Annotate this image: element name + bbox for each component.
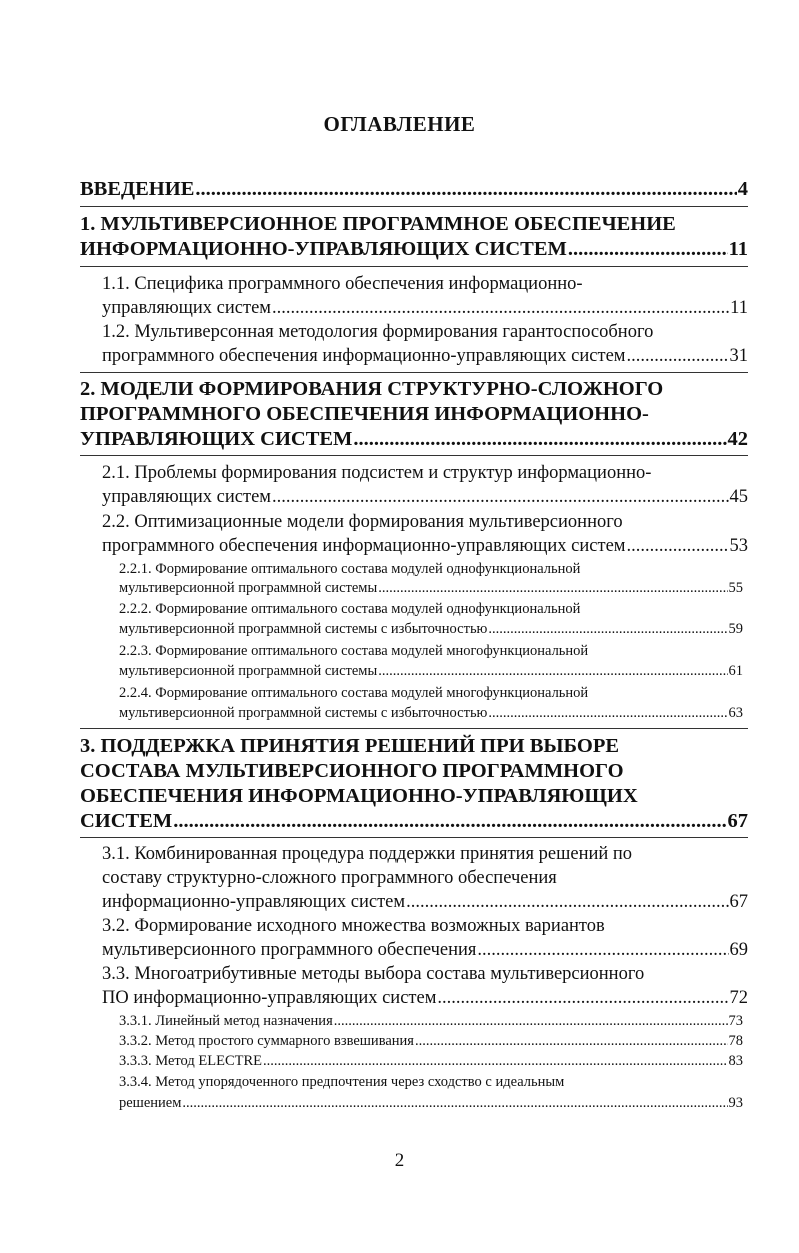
toc-section-2-1-line-1[interactable]: 2.1. Проблемы формирования подсистем и структур информационно- (102, 463, 652, 483)
toc-chapter-2-line-2[interactable]: ПРОГРАММНОГО ОБЕСПЕЧЕНИЯ ИНФОРМАЦИОННО- (80, 403, 649, 425)
toc-subsection-2-2-1-line-1[interactable]: 2.2.1. Формирование оптимального состава модулей однофункциональной (119, 561, 581, 577)
toc-section-3-2-line-1[interactable]: 3.2. Формирование исходного множества возможных вариантов (102, 916, 605, 936)
toc-page-number: 4 (737, 178, 748, 200)
toc-page-number: 69 (729, 940, 748, 960)
toc-entry-text: решением (119, 1095, 182, 1111)
toc-subsection-3-3-1[interactable] (119, 1013, 743, 1030)
toc-subsection-2-2-4[interactable] (119, 705, 743, 722)
toc-chapter-1[interactable] (80, 238, 748, 261)
dot-leader (627, 346, 729, 367)
dot-leader (488, 621, 727, 638)
toc-chapter-1-line-1[interactable]: 1. МУЛЬТИВЕРСИОННОЕ ПРОГРАММНОЕ ОБЕСПЕЧЕНИЕ (80, 213, 676, 235)
toc-section-2-1[interactable] (102, 487, 748, 508)
toc-subsection-2-2-2-line-1[interactable]: 2.2.2. Формирование оптимального состава модулей однофункциональной (119, 601, 581, 617)
dot-leader (353, 428, 726, 451)
toc-page-number: 59 (728, 621, 743, 637)
dot-leader (378, 663, 727, 680)
toc-entry-text: мультиверсионной программной системы с избыточностью (119, 621, 488, 637)
dot-leader (627, 536, 729, 557)
dot-leader (378, 580, 727, 597)
dot-leader (263, 1053, 728, 1070)
page-title: ОГЛАВЛЕНИЕ (323, 112, 476, 136)
toc-section-2-2-line-1[interactable]: 2.2. Оптимизационные модели формирования мультиверсионного (102, 512, 623, 532)
toc-entry-text: ВВЕДЕНИЕ (80, 178, 195, 200)
toc-entry-text: мультиверсионной программной системы (119, 663, 378, 679)
toc-subsection-2-2-3[interactable] (119, 663, 743, 680)
toc-page-number: 67 (727, 810, 748, 832)
toc-page-number: 11 (728, 238, 748, 260)
toc-entry-text: УПРАВЛЯЮЩИХ СИСТЕМ (80, 428, 353, 450)
dot-leader (195, 178, 736, 201)
toc-page-number: 63 (728, 705, 743, 721)
dot-leader (415, 1033, 728, 1050)
toc-page-number: 93 (728, 1095, 743, 1111)
toc-page-number: 83 (728, 1053, 743, 1069)
toc-chapter-3-line-3[interactable]: ОБЕСПЕЧЕНИЯ ИНФОРМАЦИОННО-УПРАВЛЯЮЩИХ (80, 785, 638, 807)
toc-subsection-2-2-2[interactable] (119, 621, 743, 638)
toc-chapter-3-line-2[interactable]: СОСТАВА МУЛЬТИВЕРСИОННОГО ПРОГРАММНОГО (80, 760, 624, 782)
dot-leader (334, 1013, 728, 1030)
dot-leader (406, 892, 728, 913)
toc-entry-text: 3.3.3. Метод ELECTRE (119, 1053, 262, 1069)
toc-chapter-2[interactable] (80, 428, 748, 451)
toc-subsection-3-3-4-line-1[interactable]: 3.3.4. Метод упорядоченного предпочтения через сходство с идеальным (119, 1074, 565, 1090)
toc-page-number: 11 (730, 298, 748, 318)
toc-section-1-2[interactable] (102, 346, 748, 367)
toc-page-number: 67 (729, 892, 748, 912)
toc-entry-text: ИНФОРМАЦИОННО-УПРАВЛЯЮЩИХ СИСТЕМ (80, 238, 567, 260)
divider (80, 455, 748, 456)
toc-subsection-2-2-1[interactable] (119, 580, 743, 597)
toc-page-number: 45 (729, 487, 748, 507)
toc-entry-text: программного обеспечения информационно-управляющих систем (102, 346, 626, 366)
toc-section-1-1-line-1[interactable]: 1.1. Специфика программного обеспечения информационно- (102, 274, 583, 294)
toc-page-number: 55 (728, 580, 743, 596)
toc-section-3-3[interactable] (102, 988, 748, 1009)
toc-entry-text: мультиверсионной программной системы с избыточностью (119, 705, 488, 721)
toc-chapter-3[interactable] (80, 810, 748, 833)
toc-section-1-2-line-1[interactable]: 1.2. Мультиверсонная методология формирования гарантоспособного (102, 322, 654, 342)
toc-entry-text: 3.3.2. Метод простого суммарного взвешивания (119, 1033, 414, 1049)
toc-subsection-3-3-4[interactable] (119, 1095, 743, 1112)
divider (80, 728, 748, 729)
divider (80, 206, 748, 207)
toc-entry-text: СИСТЕМ (80, 810, 173, 832)
divider (80, 837, 748, 838)
toc-subsection-2-2-3-line-1[interactable]: 2.2.3. Формирование оптимального состава модулей многофункциональной (119, 643, 589, 659)
dot-leader (488, 705, 727, 722)
toc-section-3-1-line-1[interactable]: 3.1. Комбинированная процедура поддержки принятия решений по (102, 844, 633, 864)
toc-section-3-2[interactable] (102, 940, 748, 961)
page-number: 2 (394, 1150, 405, 1171)
toc-section-1-1[interactable] (102, 298, 748, 319)
toc-entry-text: мультиверсионного программного обеспечения (102, 940, 477, 960)
toc-section-3-3-line-1[interactable]: 3.3. Многоатрибутивные методы выбора состава мультиверсионного (102, 964, 645, 984)
dot-leader (272, 487, 728, 508)
dot-leader (272, 298, 729, 319)
toc-entry-text: информационно-управляющих систем (102, 892, 406, 912)
toc-entry-text: 3.3.1. Линейный метод назначения (119, 1013, 333, 1029)
divider (80, 266, 748, 267)
toc-page-number: 73 (728, 1013, 743, 1029)
toc-page-number: 61 (728, 663, 743, 679)
toc-subsection-3-3-2[interactable] (119, 1033, 743, 1050)
divider (80, 372, 748, 373)
toc-section-3-1-line-2[interactable]: составу структурно-сложного программного обеспечения (102, 868, 557, 888)
toc-page-number: 42 (727, 428, 748, 450)
toc-page-number: 31 (729, 346, 748, 366)
toc-entry-text: управляющих систем (102, 487, 272, 507)
toc-entry-text: ПО информационно-управляющих систем (102, 988, 437, 1008)
toc-page-number: 72 (729, 988, 748, 1008)
toc-chapter-3-line-1[interactable]: 3. ПОДДЕРЖКА ПРИНЯТИЯ РЕШЕНИЙ ПРИ ВЫБОРЕ (80, 735, 620, 757)
toc-subsection-2-2-4-line-1[interactable]: 2.2.4. Формирование оптимального состава модулей многофункциональной (119, 685, 589, 701)
toc-entry-text: мультиверсионной программной системы (119, 580, 378, 596)
toc-page-number: 53 (729, 536, 748, 556)
toc-page-number: 78 (728, 1033, 743, 1049)
toc-section-3-1[interactable] (102, 892, 748, 913)
toc-entry-text: управляющих систем (102, 298, 272, 318)
toc-entry-text: программного обеспечения информационно-управляющих систем (102, 536, 626, 556)
toc-subsection-3-3-3[interactable] (119, 1053, 743, 1070)
dot-leader (182, 1095, 727, 1112)
toc-chapter-2-line-1[interactable]: 2. МОДЕЛИ ФОРМИРОВАНИЯ СТРУКТУРНО-СЛОЖНОГО (80, 378, 664, 400)
dot-leader (437, 988, 728, 1009)
dot-leader (173, 810, 726, 833)
dot-leader (568, 238, 728, 261)
toc-section-2-2[interactable] (102, 536, 748, 557)
toc-entry-intro[interactable] (80, 178, 748, 201)
dot-leader (477, 940, 728, 961)
